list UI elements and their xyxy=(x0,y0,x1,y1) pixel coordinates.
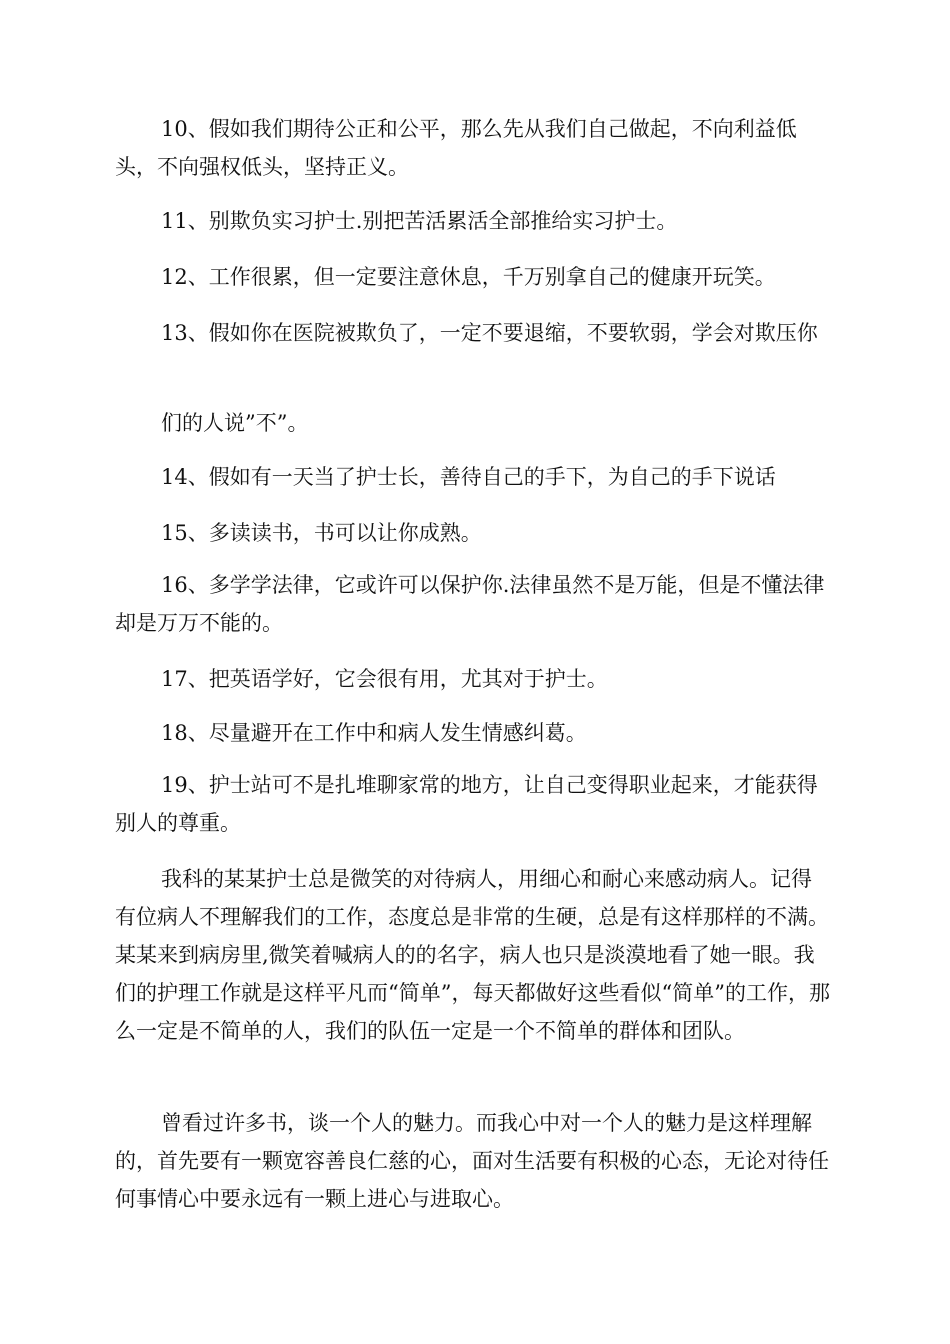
paragraph-14: 14、假如有一天当了护士长，善待自己的手下，为自己的手下说话 xyxy=(161,465,776,489)
paragraph-11: 11、别欺负实习护士.别把苦活累活全部推给实习护士。 xyxy=(161,209,678,233)
paragraph-19: 19、护士站可不是扎堆聊家常的地方，让自己变得职业起来，才能获得别人的尊重。 xyxy=(115,773,818,835)
paragraph-15: 15、多读读书，书可以让你成熟。 xyxy=(161,521,482,545)
body-paragraph-charm: 曾看过许多书，谈一个人的魅力。而我心中对一个人的魅力是这样理解的，首先要有一颗宽容善良仁慈的心，面对生活要有积极的心态，无论对待任何事情心中要永远有一颗上进心与进取心。 xyxy=(115,1111,829,1211)
paragraph-12: 12、工作很累，但一定要注意休息，千万别拿自己的健康开玩笑。 xyxy=(161,265,776,289)
paragraph-16: 16、多学学法律，它或许可以保护你.法律虽然不是万能，但是不懂法律却是万万不能的。 xyxy=(115,573,825,635)
paragraph-18: 18、尽量避开在工作中和病人发生情感纠葛。 xyxy=(161,721,587,745)
body-paragraph-nurse-story: 我科的某某护士总是微笑的对待病人，用细心和耐心来感动病人。记得有位病人不理解我们的工作，态度总是非常的生硬，总是有这样那样的不满。某某来到病房里,微笑着喊病人的的名字，病人也只是淡漠地看了她一眼。我们的护理工作就是这样平凡而“简单”，每天都做好这些看似“简单”的工作，那么一定是不简单的人，我们的队伍一定是一个不简单的群体和团队。 xyxy=(115,867,830,1043)
paragraph-10: 10、假如我们期待公正和公平，那么先从我们自己做起，不向利益低头，不向强权低头，坚持正义。 xyxy=(115,117,797,179)
paragraph-13: 13、假如你在医院被欺负了，一定不要退缩，不要软弱，学会对欺压你 xyxy=(161,321,818,345)
paragraph-13-continued: 们的人说”不”。 xyxy=(161,411,309,435)
paragraph-17: 17、把英语学好，它会很有用，尤其对于护士。 xyxy=(161,667,608,691)
